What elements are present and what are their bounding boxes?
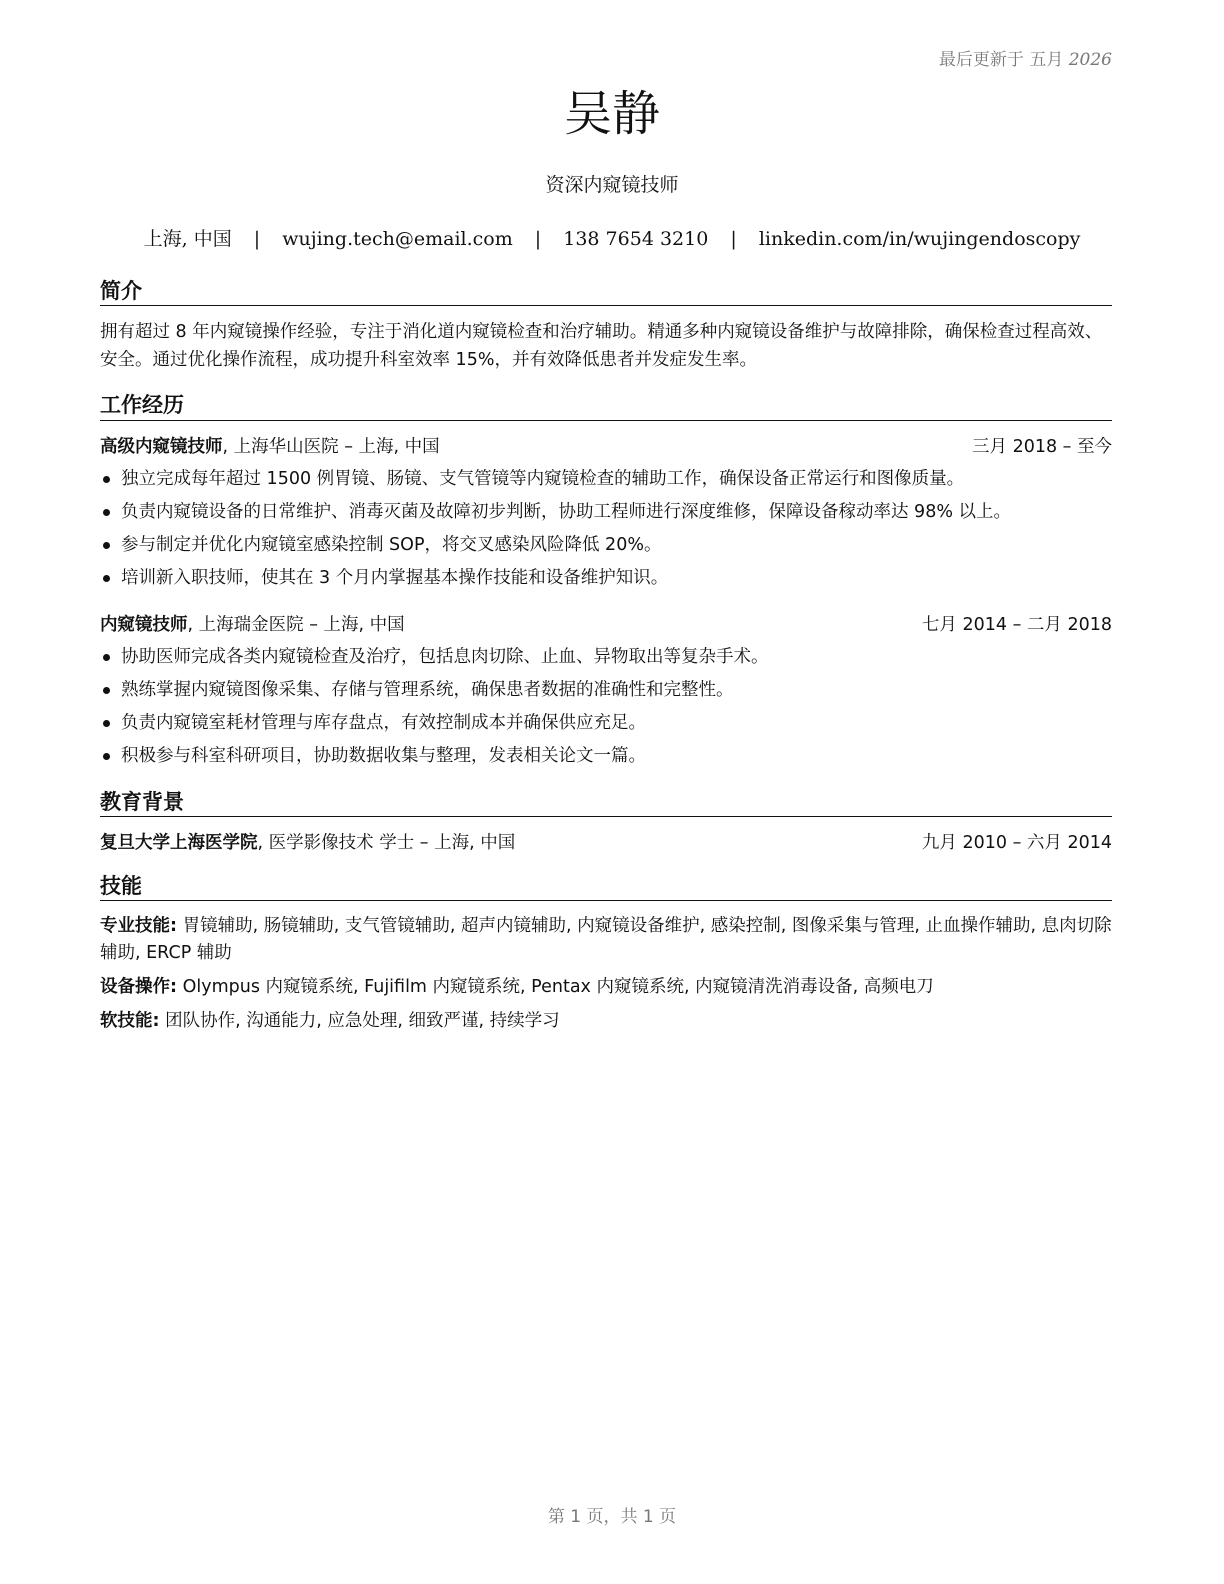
last-updated: [939, 45, 1112, 70]
last-updated-prefix: 最后更新于 五月: [938, 50, 1064, 70]
skill-group-label: 专业技能:: [100, 916, 177, 936]
contact-separator: |: [534, 228, 542, 250]
skills-section: [100, 873, 1112, 1035]
education-school-detail: [100, 829, 515, 857]
job-bullet: 积极参与科室科研项目，协助数据收集与整理，发表相关论文一篇。: [100, 740, 1112, 773]
candidate-title: 资深内窥镜技师: [545, 174, 679, 196]
skill-group-items: 团队协作, 沟通能力, 应急处理, 细致严谨, 持续学习: [165, 1011, 560, 1031]
contact-line: [0, 224, 1224, 251]
job-entry: [100, 611, 1112, 773]
job-role-org: [100, 611, 405, 639]
job-bullet: 培训新入职技师，使其在 3 个月内掌握基本操作技能和设备维护知识。: [100, 562, 1112, 595]
job-bullet: 负责内窥镜室耗材管理与库存盘点，有效控制成本并确保供应充足。: [100, 707, 1112, 740]
job-bullet: 熟练掌握内窥镜图像采集、存储与管理系统，确保患者数据的准确性和完整性。: [100, 674, 1112, 707]
skill-group-label: 设备操作:: [100, 977, 177, 997]
education-heading: 教育背景: [100, 789, 1112, 817]
skill-group-items: 胃镜辅助, 肠镜辅助, 支气管镜辅助, 超声内镜辅助, 内窥镜设备维护, 感染控制, 图像采集与管理, 止血操作辅助, 息肉切除辅助, ERCP 辅助: [100, 916, 1112, 963]
education-header: [100, 829, 1112, 857]
candidate-name: 吴静: [563, 86, 660, 142]
job-org: , 上海瑞金医院 – 上海, 中国: [187, 614, 405, 635]
resume-body: [100, 278, 1112, 1043]
job-bullet: 负责内窥镜设备的日常维护、消毒灭菌及故障初步判断，协助工程师进行深度维修，保障设备稼动率达 98% 以上。: [100, 496, 1112, 529]
summary-section: [100, 278, 1112, 374]
contact-location: 上海, 中国: [143, 228, 232, 250]
education-detail: , 医学影像技术 学士 – 上海, 中国: [257, 832, 516, 853]
skill-group: [100, 1008, 1112, 1035]
job-org: , 上海华山医院 – 上海, 中国: [222, 436, 440, 457]
summary-heading: 简介: [100, 278, 1112, 306]
education-school: 复旦大学上海医学院: [100, 832, 258, 853]
job-bullet: 独立完成每年超过 1500 例胃镜、肠镜、支气管镜等内窥镜检查的辅助工作，确保设备正常运行和图像质量。: [100, 463, 1112, 496]
skill-group-label: 软技能:: [100, 1011, 160, 1031]
skill-group: [100, 974, 1112, 1001]
job-role: 内窥镜技师: [100, 614, 188, 635]
job-bullet: 协助医师完成各类内窥镜检查及治疗，包括息肉切除、止血、异物取出等复杂手术。: [100, 641, 1112, 674]
education-entry: [100, 829, 1112, 857]
job-entry: [100, 433, 1112, 595]
job-dates: 三月 2018 – 至今: [972, 436, 1112, 457]
contact-separator: |: [253, 228, 261, 250]
job-dates: 七月 2014 – 二月 2018: [921, 614, 1112, 635]
job-role: 高级内窥镜技师: [100, 436, 223, 457]
experience-section: [100, 392, 1112, 772]
page-number: 第 1 页，共 1 页: [547, 1507, 677, 1527]
skills-heading: 技能: [100, 873, 1112, 901]
contact-linkedin-link[interactable]: linkedin.com/in/wujingendoscopy: [758, 228, 1081, 250]
job-header: [100, 611, 1112, 639]
job-bullet: 参与制定并优化内窥镜室感染控制 SOP，将交叉感染风险降低 20%。: [100, 529, 1112, 562]
last-updated-year: 2026: [1068, 50, 1112, 70]
summary-text: 拥有超过 8 年内窥镜操作经验，专注于消化道内窥镜检查和治疗辅助。精通多种内窥镜设备维护与故障排除，确保检查过程高效、安全。通过优化操作流程，成功提升科室效率 15%，并有效降低患者并发症发生率。: [100, 322, 1103, 371]
experience-heading: 工作经历: [100, 392, 1112, 420]
education-section: [100, 789, 1112, 857]
contact-separator: |: [730, 228, 737, 250]
skill-group: [100, 913, 1112, 967]
job-role-org: [100, 433, 440, 461]
job-bullets: [100, 463, 1112, 595]
contact-email-link[interactable]: wujing.tech@email.com: [282, 228, 513, 250]
skill-group-items: Olympus 内窥镜系统, Fujifilm 内窥镜系统, Pentax 内窥镜系统, 内窥镜清洗消毒设备, 高频电刀: [182, 977, 934, 997]
job-bullets: [100, 641, 1112, 773]
job-header: [100, 433, 1112, 461]
education-dates: 九月 2010 – 六月 2014: [921, 832, 1112, 853]
contact-phone: 138 7654 3210: [563, 228, 709, 250]
